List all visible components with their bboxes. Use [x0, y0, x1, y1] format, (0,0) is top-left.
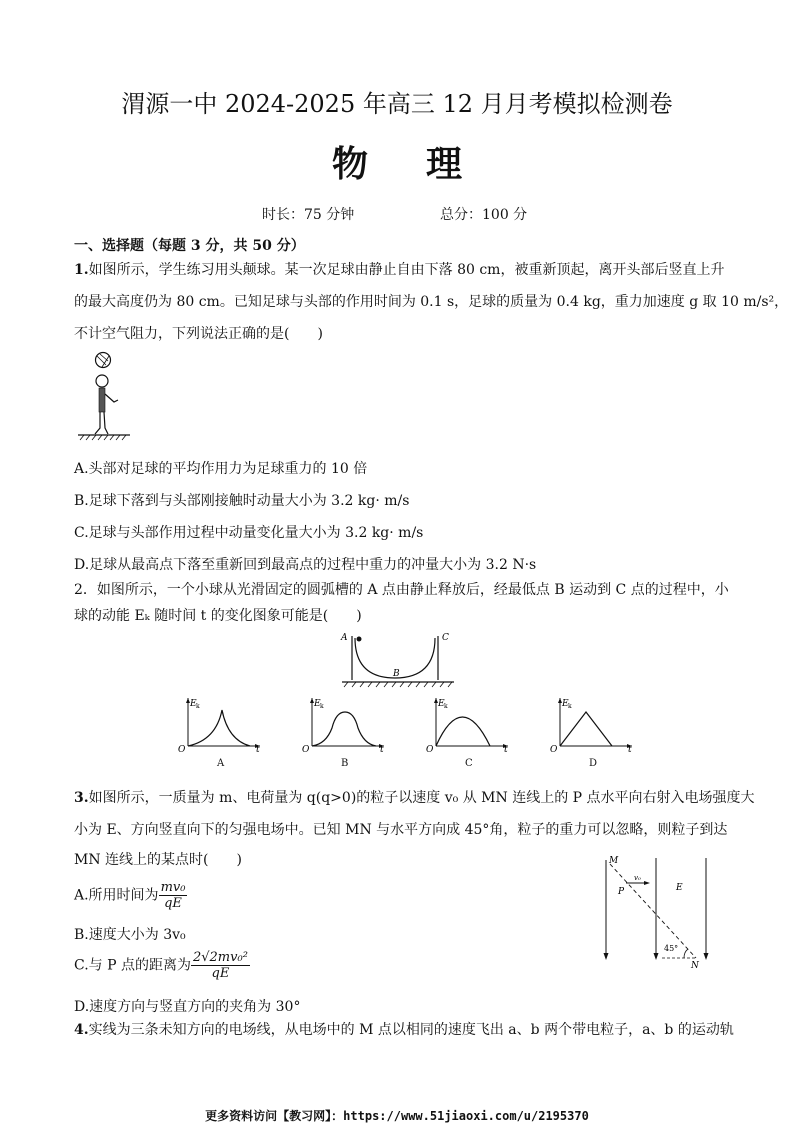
- graph-d-t-label: t: [628, 745, 632, 752]
- velocity-label: v₀: [634, 874, 641, 882]
- q3-option-a-text: A.所用时间为: [74, 887, 159, 904]
- q2-graph-d-label: D: [589, 758, 598, 769]
- angle-label: 45°: [664, 944, 679, 953]
- q1-line1: [74, 260, 724, 280]
- graph-d-ek-label: E: [562, 699, 569, 709]
- q1-option-b: B.足球下落到与头部刚接触时动量大小为 3.2 kg· m/s: [74, 493, 410, 509]
- graph-c-ek-label: E: [438, 699, 445, 709]
- q3-option-c-numerator: 2√2mv₀²: [192, 950, 248, 965]
- point-b-label: B: [393, 669, 400, 679]
- q2-graph-c-label: C: [465, 758, 473, 769]
- q1-text1: 如图所示，学生练习用头颠球。某一次足球由静止自由下落 80 cm，被重新顶起，离开头部后竖直上升: [88, 262, 725, 278]
- q3-number: 3.: [74, 790, 89, 806]
- q3-option-c-text: C.与 P 点的距离为: [74, 957, 191, 974]
- point-n-label: N: [691, 961, 699, 970]
- graph-c-curve: [436, 717, 490, 746]
- q2-graph-a-label: A: [217, 758, 225, 769]
- q3-option-a-numerator: mv₀: [160, 880, 186, 895]
- q3-line3: MN 连线上的某点时( ): [74, 852, 242, 868]
- body-icon: [99, 388, 105, 412]
- q2-figure-arc-groove: [338, 630, 458, 690]
- q3-option-d: D.速度方向与竖直方向的夹角为 30°: [74, 999, 301, 1015]
- q1-number: 1.: [74, 262, 89, 278]
- q1-option-c: C.足球与头部作用过程中动量变化量大小为 3.2 kg· m/s: [74, 525, 424, 541]
- q3-text1: 如图所示，一质量为 m、电荷量为 q(q>0)的粒子以速度 v₀ 从 MN 连线上的 P 点水平向右射入电场强度大: [88, 790, 755, 806]
- graph-d-ek-sub: k: [568, 703, 572, 710]
- exam-total-score: 总分：100 分: [440, 207, 528, 223]
- q2-graph-b-label: B: [341, 758, 349, 769]
- q4-text1: 实线为三条未知方向的电场线，从电场中的 M 点以相同的速度飞出 a、b 两个带电粒子，a、b 的运动轨: [88, 1022, 734, 1038]
- field-e-label: E: [676, 883, 683, 893]
- exam-title: 渭源一中 2024-2025 年高三 12 月月考模拟检测卷: [121, 90, 673, 118]
- q3-option-c-fraction: [191, 950, 250, 981]
- graph-b-t-label: t: [380, 745, 384, 752]
- exam-duration: 时长：75 分钟: [262, 207, 355, 223]
- q1-line2: 的最大高度仍为 80 cm。已知足球与头部的作用时间为 0.1 s，足球的质量为 0.4 kg，重力加速度 g 取 10 m/s²，: [74, 294, 789, 310]
- q3-line2: 小为 E、方向竖直向下的匀强电场中。已知 MN 与水平方向成 45°角，粒子的重力可以忽略，则粒子到达: [74, 822, 728, 838]
- graph-b-origin: O: [302, 745, 310, 752]
- q3-option-a-denominator: qE: [164, 896, 182, 911]
- q2-graph-b: [300, 694, 390, 752]
- point-a-label: A: [341, 633, 348, 643]
- footer-link[interactable]: 更多资料访问【教习网】：https://www.51jiaoxi.com/u/2195370: [205, 1109, 589, 1123]
- head-icon: [96, 375, 108, 387]
- graph-a-curve: [188, 710, 250, 746]
- q2-graph-a: [176, 694, 266, 752]
- graph-c-t-label: t: [504, 745, 508, 752]
- q2-graph-d: [548, 694, 638, 752]
- q1-line3: 不计空气阻力，下列说法正确的是( ): [74, 326, 323, 342]
- point-m-label: M: [609, 856, 619, 866]
- q1-option-d: D.足球从最高点下落至重新回到最高点的过程中重力的冲量大小为 3.2 N·s: [74, 557, 537, 573]
- q3-option-b: B.速度大小为 3v₀: [74, 927, 186, 943]
- graph-b-ek-label: E: [314, 699, 321, 709]
- section-heading: 一、选择题（每题 3 分，共 50 分）: [74, 238, 305, 254]
- graph-d-curve: [560, 712, 612, 746]
- q1-option-a: A.头部对足球的平均作用力为足球重力的 10 倍: [74, 461, 368, 477]
- graph-a-ek-label: E: [190, 699, 197, 709]
- graph-c-ek-sub: k: [444, 703, 448, 710]
- graph-a-origin: O: [178, 745, 186, 752]
- q3-line1: [74, 788, 755, 808]
- subject-title: 物理: [331, 143, 520, 185]
- q3-option-c: [74, 950, 250, 981]
- q4-line1: [74, 1020, 734, 1040]
- point-c-label: C: [442, 633, 449, 643]
- q3-option-a-fraction: [159, 880, 188, 911]
- graph-b-curve: [312, 712, 376, 746]
- graph-b-ek-sub: k: [320, 703, 324, 710]
- q2-line2: 球的动能 Eₖ 随时间 t 的变化图象可能是( ): [74, 608, 362, 624]
- q1-figure-student-heading-ball: [74, 348, 134, 444]
- q2-graph-c: [424, 694, 514, 752]
- point-p-label: P: [618, 887, 625, 897]
- mn-line: [610, 864, 696, 958]
- ball-icon: [357, 637, 362, 642]
- graph-a-t-label: t: [256, 745, 260, 752]
- q2-line1: 2．如图所示，一个小球从光滑固定的圆弧槽的 A 点由静止释放后，经最低点 B 运动到 C 点的过程中，小: [74, 582, 729, 598]
- graph-c-origin: O: [426, 745, 434, 752]
- graph-d-origin: O: [550, 745, 558, 752]
- q3-figure-electric-field: [598, 850, 716, 970]
- q3-option-c-denominator: qE: [211, 966, 230, 981]
- q3-option-a: [74, 880, 187, 911]
- q4-number: 4.: [74, 1022, 89, 1038]
- graph-a-ek-sub: k: [196, 703, 200, 710]
